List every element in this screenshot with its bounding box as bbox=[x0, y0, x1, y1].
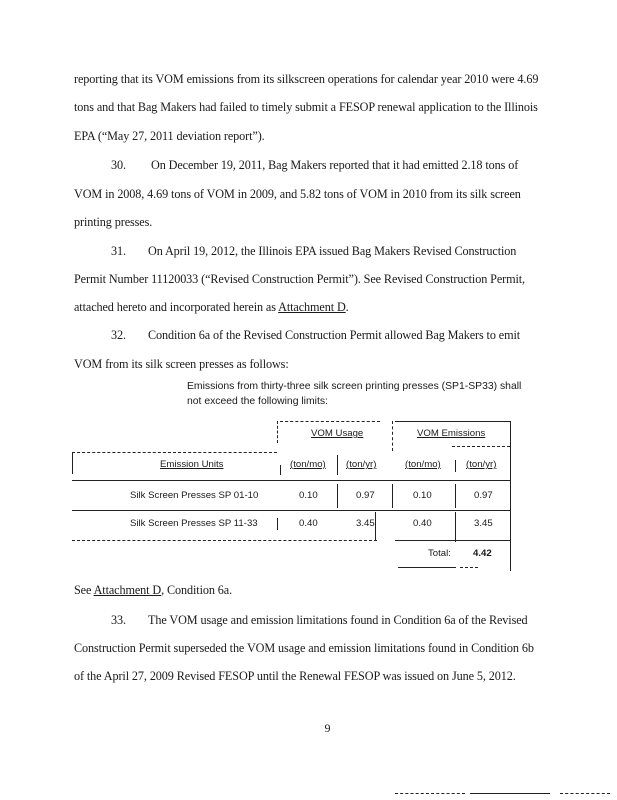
table-row-rule-1 bbox=[72, 480, 510, 481]
vom-usage-header: VOM Usage bbox=[311, 428, 364, 439]
table-top-rule-emissions bbox=[395, 421, 510, 422]
paragraph-31-number: 31. bbox=[111, 244, 126, 258]
row-1-emis-yr: 0.97 bbox=[474, 490, 493, 501]
vom-emissions-header: VOM Emissions bbox=[417, 428, 486, 439]
paragraph-31-line-2: Permit Number 11120033 (“Revised Construction Permit”). See Revised Construction Permit, bbox=[74, 272, 525, 286]
paragraph-32-text: Condition 6a of the Revised Construction Permit allowed Bag Makers to emit bbox=[148, 328, 521, 342]
attachment-d-reference-2: Attachment D bbox=[93, 583, 162, 597]
row-1-usage-mo: 0.10 bbox=[299, 490, 318, 501]
paragraph-32-line-1 bbox=[111, 328, 520, 343]
table-header-rule-left bbox=[72, 452, 277, 454]
row-1-divider-a bbox=[337, 484, 338, 508]
paragraph-33-line-3: of the April 27, 2009 Revised FESOP until the Renewal FESOP was issued on June 5, 2012. bbox=[74, 669, 516, 683]
row-1-divider-b bbox=[392, 484, 393, 508]
table-divider-middle bbox=[392, 421, 393, 451]
total-value: 4.42 bbox=[473, 548, 492, 559]
paragraph-31-line-3-text: attached hereto and incorporated herein as bbox=[74, 300, 279, 314]
paragraph-31-text: On April 19, 2012, the Illinois EPA issued Bag Makers Revised Construction bbox=[148, 244, 517, 258]
paragraph-29-line-3: EPA (“May 27, 2011 deviation report”). bbox=[74, 129, 265, 143]
paragraph-33-line-1 bbox=[111, 613, 528, 628]
row-2-divider-a bbox=[277, 518, 278, 530]
quote-line-2: not exceed the following limits: bbox=[187, 396, 328, 407]
paragraph-30-line-3: printing presses. bbox=[74, 215, 153, 229]
table-header-rule-right bbox=[452, 446, 510, 448]
table-right-border bbox=[510, 421, 511, 571]
scan-artifact-line-mid bbox=[470, 793, 550, 794]
table-row-rule-2 bbox=[72, 510, 510, 511]
table-left-border bbox=[72, 452, 73, 474]
row-1-usage-yr: 0.97 bbox=[356, 490, 375, 501]
quote-line-1: Emissions from thirty-three silk screen printing presses (SP1-SP33) shall bbox=[187, 381, 522, 392]
paragraph-33-text: The VOM usage and emission limitations found in Condition 6a of the Revised bbox=[148, 613, 528, 627]
row-2-emis-mo: 0.40 bbox=[413, 518, 432, 529]
paragraph-33-number: 33. bbox=[111, 613, 126, 627]
scan-artifact-line-right bbox=[560, 793, 610, 795]
condition-reference: , Condition 6a. bbox=[161, 583, 233, 597]
paragraph-32-number: 32. bbox=[111, 328, 126, 342]
row-1-divider-c bbox=[455, 484, 456, 508]
page-number: 9 bbox=[324, 721, 331, 735]
row-2-unit: Silk Screen Presses SP 11-33 bbox=[130, 518, 258, 529]
paragraph-29-line-2: tons and that Bag Makers had failed to timely submit a FESOP renewal application to the Illinois bbox=[74, 100, 538, 114]
paragraph-30-line-1 bbox=[111, 158, 518, 173]
row-2-usage-yr: 3.45 bbox=[356, 518, 375, 529]
emissions-ton-yr-header: (ton/yr) bbox=[466, 459, 497, 470]
emission-units-header: Emission Units bbox=[160, 459, 224, 470]
tick-2 bbox=[337, 455, 338, 475]
paragraph-31-line-1 bbox=[111, 244, 516, 259]
paragraph-32-line-2: VOM from its silk screen presses as follows: bbox=[74, 357, 289, 371]
total-underline-left bbox=[398, 567, 456, 568]
paragraph-31-line-3 bbox=[74, 300, 349, 315]
table-row-rule-3-right bbox=[395, 540, 510, 541]
see-attachment-line bbox=[74, 583, 232, 598]
row-2-divider-c bbox=[455, 512, 456, 542]
tick-3 bbox=[455, 460, 456, 472]
paragraph-30-line-2: VOM in 2008, 4.69 tons of VOM in 2009, and 5.82 tons of VOM in 2010 from its silk screen bbox=[74, 187, 521, 201]
total-underline-right bbox=[460, 567, 478, 569]
usage-ton-yr-header: (ton/yr) bbox=[346, 459, 377, 470]
table-divider-left bbox=[277, 421, 278, 443]
row-2-usage-mo: 0.40 bbox=[299, 518, 318, 529]
scan-artifact-line-left bbox=[395, 793, 465, 795]
paragraph-31-line-3-period: . bbox=[345, 300, 349, 314]
row-2-divider-b bbox=[375, 512, 376, 540]
paragraph-33-line-2: Construction Permit superseded the VOM usage and emission limitations found in Condition 6b bbox=[74, 641, 534, 655]
row-2-emis-yr: 3.45 bbox=[474, 518, 493, 529]
paragraph-30-text: On December 19, 2011, Bag Makers reported that it had emitted 2.18 tons of bbox=[151, 158, 519, 172]
table-top-rule-usage bbox=[280, 421, 380, 423]
see-text: See bbox=[74, 583, 94, 597]
paragraph-30-number: 30. bbox=[111, 158, 126, 172]
row-1-unit: Silk Screen Presses SP 01-10 bbox=[130, 490, 259, 501]
paragraph-29-line-1: reporting that its VOM emissions from its silkscreen operations for calendar year 2010 were 4.69 bbox=[74, 72, 539, 86]
tick-1 bbox=[280, 465, 281, 475]
table-row-rule-3 bbox=[72, 540, 377, 542]
row-1-emis-mo: 0.10 bbox=[413, 490, 432, 501]
attachment-d-reference: Attachment D bbox=[278, 300, 346, 314]
total-label: Total: bbox=[428, 548, 451, 559]
emissions-ton-mo-header: (ton/mo) bbox=[405, 459, 441, 470]
usage-ton-mo-header: (ton/mo) bbox=[290, 459, 326, 470]
